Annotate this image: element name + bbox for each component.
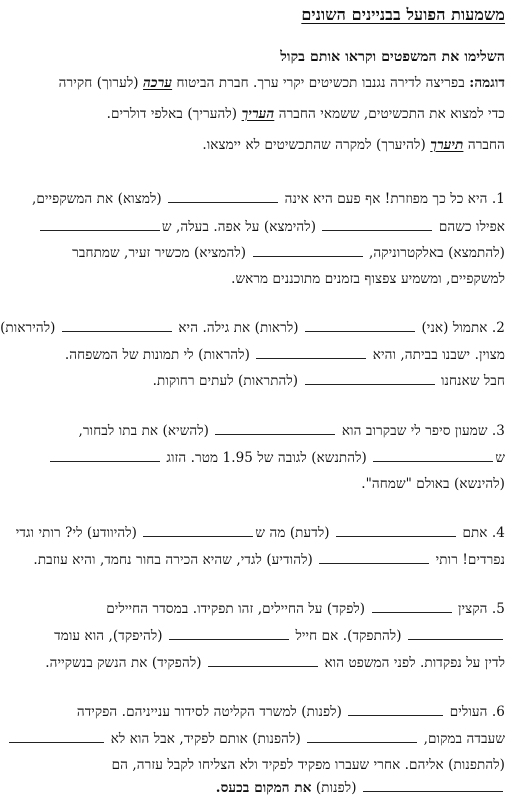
exercise-6-line-2 (36, 730, 505, 748)
example-text: באלפי דולרים. (106, 106, 183, 122)
example-verb: (להעריך) (187, 106, 238, 122)
exercise-verb: (להראות) לי תמונות של המשפחה. (64, 347, 250, 363)
exercise-text: מצוין. ישבנו בביתה, והיא (372, 347, 505, 363)
exercise-text: 2. אתמול (אני) (421, 320, 505, 336)
example-text: בפריצה לדירה נגנבו תכשיטים יקרי ערך. חברת הביטוח (176, 75, 465, 91)
page-title: משמעות הפועל בבניינים השונים (301, 5, 505, 24)
exercise-text: 4. אתם (462, 525, 505, 541)
exercise-verb: (לדעת) מה ש (255, 525, 330, 541)
answer-blank[interactable] (9, 730, 104, 743)
exercise-verb: (להתמצא) באלקטרוניקה, (368, 245, 505, 261)
answer-blank[interactable] (143, 524, 253, 537)
exercise-4-line-1 (15, 524, 505, 542)
exercise-6-line-4 (36, 779, 505, 797)
answer-blank[interactable] (322, 218, 432, 231)
exercise-verb: (להתנשא) לגובה של 1.95 מטר. הזוג (166, 450, 367, 466)
example-text: כדי למצוא את התכשיטים, ששמאי החברה (278, 106, 505, 122)
exercise-2-line-1 (0, 319, 505, 337)
example-label: דוגמה: (469, 75, 505, 91)
answer-blank[interactable] (169, 627, 289, 640)
answer-blank[interactable] (408, 627, 503, 640)
example-line-2 (36, 105, 505, 123)
answer-blank[interactable] (62, 319, 172, 332)
answer-blank[interactable] (348, 703, 443, 716)
exercise-text: 6. העולים (449, 704, 505, 720)
exercise-verb: (לפנות) (315, 780, 357, 796)
exercise-3-line-2 (36, 449, 505, 467)
example-line-3 (36, 136, 505, 154)
exercise-verb: (להיפקד), הוא עומד (54, 628, 163, 644)
exercise-5-line-1 (36, 600, 505, 618)
exercise-verb: (להפנות) אותם לפקיד, אבל הוא לא (110, 731, 301, 747)
answer-blank[interactable] (40, 218, 160, 231)
example-verb: (להיערך) (375, 137, 426, 153)
example-line-1 (36, 74, 505, 92)
instruction-heading: השלימו את המשפטים וקראו אותם בקול (280, 49, 505, 65)
exercise-6-line-3: (להתפנות) אליהם. אחרי שעברו מפקיד לפקיד ולא הצליחו לקבל עזרה, הם (111, 757, 505, 773)
answer-blank[interactable] (253, 244, 363, 257)
exercise-text: שעבדה במקום, (423, 731, 505, 747)
example-verb: (לערוך) (96, 75, 139, 91)
answer-blank[interactable] (307, 730, 417, 743)
answer-blank[interactable] (50, 449, 160, 462)
answer-blank[interactable] (363, 779, 503, 792)
answer-blank[interactable] (305, 319, 415, 332)
exercise-4-line-2 (33, 551, 505, 569)
answer-blank[interactable] (305, 372, 435, 385)
exercise-text: לדין על נפקדות. לפני המשפט הוא (324, 655, 505, 671)
exercise-verb: (להשיא) את בתו לבחור, (78, 423, 210, 439)
exercise-verb: (למצוא) את המשקפיים, (31, 191, 162, 207)
exercise-text: ש (495, 450, 505, 466)
exercise-verb: (להיוודע) לי? רותי וגדי (15, 525, 137, 541)
exercise-3-line-1 (36, 422, 505, 440)
answer-blank[interactable] (256, 346, 366, 359)
exercise-1-line-1 (31, 190, 505, 208)
example-text: החברה (467, 137, 505, 153)
example-answer: ערכה (143, 75, 173, 91)
exercise-5-line-2 (36, 627, 505, 645)
exercise-text: 5. הקצין (457, 601, 505, 617)
exercise-text: נפרדים! רותי (435, 552, 505, 568)
exercise-verb: (להפקיד) את הנשק בנשקייה. (45, 655, 202, 671)
exercise-1-line-4: למשקפיים, ומשמיע צפצוף בזמנים מתוכננים מראש. (231, 271, 505, 287)
exercise-text: אפילו כשהם (438, 219, 505, 235)
exercise-verb: (להיראות) (0, 320, 56, 336)
exercise-2-line-2 (36, 346, 505, 364)
exercise-6-line-1 (36, 703, 505, 721)
exercise-verb: (להימצא) על אפה. בעלה, ש (161, 219, 317, 235)
exercise-verb: (לפקד) על החיילים, זהו תפקידו. במסדר החיילים (106, 601, 366, 617)
exercise-verb: (להתראות) לעתים רחוקות. (152, 373, 299, 389)
exercise-text: 3. שמעון סיפר לי שבקרוב הוא (341, 423, 505, 439)
exercise-verb: (לראות) את גילה. היא (178, 320, 299, 336)
answer-blank[interactable] (372, 600, 452, 613)
example-answer: תיערך (430, 137, 464, 153)
example-text: חקירה (58, 75, 93, 91)
answer-blank[interactable] (336, 524, 456, 537)
exercise-text: 1. היא כל כך מפוזרת! אף פעם היא אינה (284, 191, 505, 207)
example-answer: העריך (241, 106, 275, 122)
exercise-verb: (להתפקד). אם חייל (295, 628, 402, 644)
exercise-verb: (להודיע) לגדי, שהיא הכירה בחור נחמד, והיא עוזבת. (33, 552, 313, 568)
answer-blank[interactable] (215, 422, 335, 435)
example-text: למקרה שהתכשיטים לא יימצאו. (202, 137, 372, 153)
answer-blank[interactable] (319, 551, 429, 564)
exercise-text: את המקום בכעס. (215, 780, 312, 796)
exercise-verb: (להמציא) מכשיר זעיר, שמתחבר (72, 245, 247, 261)
answer-blank[interactable] (208, 654, 318, 667)
exercise-text: חבל שאנחנו (441, 373, 505, 389)
exercise-verb: (לפנות) למשרד הקליטה לסידור ענייניהם. הפקידה (76, 704, 342, 720)
exercise-1-line-2 (36, 218, 505, 236)
exercise-1-line-3 (36, 244, 505, 262)
answer-blank[interactable] (373, 449, 493, 462)
answer-blank[interactable] (168, 190, 278, 203)
exercise-2-line-3 (36, 372, 505, 390)
exercise-3-line-3: (להינשא) באולם "שמחה". (361, 476, 505, 492)
exercise-5-line-3 (36, 654, 505, 672)
